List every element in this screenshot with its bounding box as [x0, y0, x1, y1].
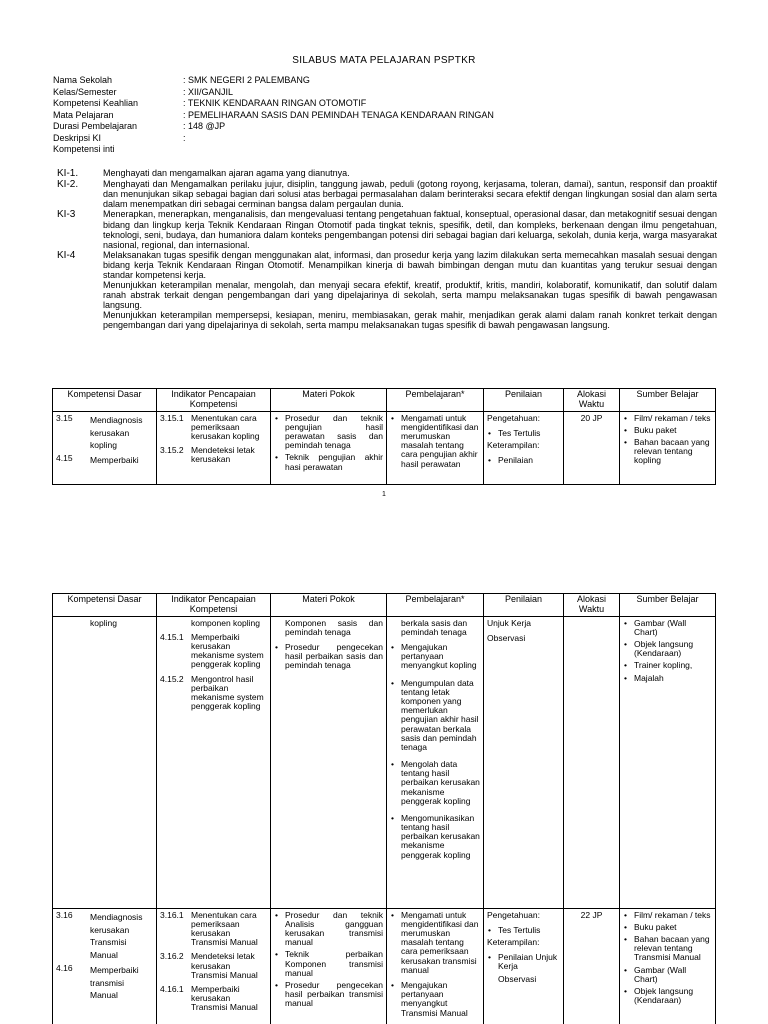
- list-item: • Mengajukan pertanyaan menyangkut Transmisi Manual: [390, 981, 480, 1018]
- cell-indikator: [157, 616, 271, 908]
- header-sumber-belajar: Sumber Belajar: [620, 389, 716, 412]
- indicator-item: 4.16.1 Memperbaiki kerusakan Transmisi Manual: [160, 983, 258, 1013]
- cell-indikator: [157, 411, 271, 484]
- identity-row: [53, 144, 713, 156]
- table-row: [53, 908, 716, 1024]
- identity-value: : SMK NEGERI 2 PALEMBANG: [183, 75, 310, 85]
- list-item: • Objek langsung (Kendaraan): [623, 987, 712, 1005]
- alokasi-value: 20 JP: [580, 412, 603, 423]
- header-indikator: Indikator Pencapaian Kompetensi: [157, 389, 271, 412]
- list-item: • Prosedur pengecekan hasil perbaikan sasis dan pemindah tenaga: [274, 643, 383, 671]
- header-sumber-belajar: Sumber Belajar: [620, 594, 716, 617]
- list-item: • Buku paket: [623, 426, 712, 435]
- list-item: • Prosedur pengecekan hasil perbaikan transmisi manual: [274, 981, 383, 1009]
- penilaian-label: Observasi: [498, 973, 537, 984]
- indicator-item: 4.15.1 Memperbaiki kerusakan mekanisme system penggerak kopling: [160, 631, 264, 670]
- cell-sumber-belajar: [620, 908, 716, 1024]
- cell-materi-pokok: [271, 411, 387, 484]
- identity-block: [53, 75, 713, 156]
- cell-sumber-belajar: [620, 411, 716, 484]
- ki-text: Melaksanakan tugas spesifik dengan menggunakan alat, informasi, dan prosedur kerja yang lazim dilakukan serta memecahkan masalah sesuai dengan bidang kerja Teknik Kendaraan Ringan Otomotif. Menampilkan kinerja di bawah bimbingan dengan mutu dan kuantitas yang terukur sesuai dengan standar kompetensi kerja.: [103, 249, 717, 280]
- indicator-item: 3.16.2 Mendeteksi letak kerusakan Transmisi Manual: [160, 951, 258, 980]
- indicator-item: 3.16.1 Menentukan cara pemeriksaan kerusakan Transmisi Manual: [160, 910, 258, 948]
- list-item: • Film/ rekaman / teks: [623, 414, 712, 423]
- kompetensi-inti-block: [57, 168, 717, 330]
- cell-kompetensi-dasar: [53, 411, 157, 484]
- cell-materi-pokok: [271, 908, 387, 1024]
- document-page-1: [0, 0, 768, 505]
- identity-label: Kompetensi Keahlian: [53, 98, 139, 108]
- kd-text: kopling: [90, 617, 117, 628]
- kd-item: 3.16 Mendiagnosis kerusakan Transmisi Manual: [56, 910, 143, 961]
- cell-indikator: [157, 908, 271, 1024]
- list-item: • Trainer kopling,: [623, 661, 712, 670]
- identity-row: [53, 110, 713, 122]
- ki-code: KI-1.: [57, 168, 79, 179]
- table-header-row: [53, 594, 716, 617]
- list-item: • Penilaian Unjuk Kerja: [487, 953, 560, 971]
- list-item: • Bahan bacaan yang relevan tentang Transmisi Manual: [623, 935, 712, 963]
- list-item: • Mengamati untuk mengidentifikasi dan merumuskan masalah tentang cara pengujian akhir hasil perawatan: [390, 414, 480, 469]
- identity-value: : TEKNIK KENDARAAN RINGAN OTOMOTIF: [183, 98, 367, 108]
- identity-label: Durasi Pembelajaran: [53, 121, 138, 131]
- header-kompetensi-dasar: Kompetensi Dasar: [53, 389, 157, 412]
- document-page-2: [0, 593, 768, 1024]
- identity-value: : 148 @JP: [183, 121, 226, 131]
- cell-penilaian: [484, 908, 564, 1024]
- cell-alokasi-waktu: [564, 411, 620, 484]
- list-item: • Bahan bacaan yang relevan tentang kopling: [623, 438, 712, 466]
- ki-text: Menunjukkan keterampilan menalar, mengolah, dan menyaji secara efektif, kreatif, produktif, kritis, mandiri, kolaboratif, komunikatif, dan solutif dalam ranah abstrak terkait dengan pengembangan dari yang dipelajarinya di sekolah, serta mampu melaksanakan tugas spesifik di bawah pengawasan langsung.: [103, 279, 717, 311]
- list-item: • Film/ rekaman / teks: [623, 911, 712, 920]
- ki-text: Menghayati dan Mengamalkan perilaku jujur, disiplin, tanggung jawab, peduli (gotong royong, kerjasama, toleran, damai), santun, responsif dan proaktif dan menunjukan sikap sebagai bagian dari solusi atas berbagai permasalahan dalam berinteraksi secara efektif dengan lingkungan sosial dan alam serta dalam menempatkan diri sebagai cerminan bangsa dalam pergaulan dunia.: [103, 179, 717, 210]
- identity-label: Mata Pelajaran: [53, 109, 114, 120]
- penilaian-label: Keterampilan:: [487, 440, 540, 451]
- table-row: [53, 411, 716, 484]
- list-item: • Teknik pengujian akhir hasi perawatan: [274, 453, 383, 471]
- identity-label: Kelas/Semester: [53, 86, 117, 97]
- pembelajaran-text: berkala sasis dan pemindah tenaga: [401, 617, 468, 637]
- cell-penilaian: [484, 616, 564, 908]
- identity-row: [53, 98, 713, 110]
- penilaian-label: Pengetahuan:: [487, 413, 540, 423]
- identity-row: [53, 75, 713, 87]
- header-penilaian: Penilaian: [484, 389, 564, 412]
- materi-text: Komponen sasis dan pemindah tenaga: [285, 617, 383, 637]
- page-gap: [0, 505, 768, 593]
- identity-value: :: [183, 132, 186, 143]
- page-number: 1: [382, 491, 386, 498]
- penilaian-label: Unjuk Kerja: [487, 617, 531, 628]
- alokasi-value: 22 JP: [580, 909, 603, 920]
- ki-item: [57, 250, 717, 331]
- list-item: • Mengomunikasikan tentang hasil perbaikan kerusakan mekanisme penggerak kopling: [390, 814, 480, 860]
- list-item: • Tes Tertulis: [487, 429, 560, 438]
- list-item: • Buku paket: [623, 923, 712, 932]
- identity-label: Kompetensi inti: [53, 144, 115, 154]
- cell-kompetensi-dasar: [53, 908, 157, 1024]
- identity-label: Deskripsi KI: [53, 132, 102, 143]
- cell-sumber-belajar: [620, 616, 716, 908]
- list-item: • Prosedur dan teknik pengujian hasil perawatan sasis dan pemindah tenaga: [274, 414, 383, 451]
- list-item: • Gambar (Wall Chart): [623, 619, 712, 637]
- penilaian-label: Keterampilan:: [487, 937, 540, 948]
- indicator-item: 4.15.2 Mengontrol hasil perbaikan mekanisme system penggerak kopling: [160, 673, 264, 712]
- header-pembelajaran: Pembelajaran*: [387, 594, 484, 617]
- list-item: • Objek langsung (Kendaraan): [623, 640, 712, 658]
- cell-alokasi-waktu: [564, 908, 620, 1024]
- identity-row: [53, 87, 713, 99]
- identity-value: : XII/GANJIL: [183, 86, 234, 97]
- penilaian-label: Pengetahuan:: [487, 910, 540, 920]
- list-item: • Majalah: [623, 674, 712, 683]
- identity-value: [183, 144, 713, 156]
- cell-penilaian: [484, 411, 564, 484]
- header-alokasi-waktu: Alokasi Waktu: [564, 594, 620, 617]
- identity-row: [53, 133, 713, 145]
- header-materi-pokok: Materi Pokok: [271, 389, 387, 412]
- list-item: • Tes Tertulis: [487, 926, 560, 935]
- syllabus-table-page-2: [52, 593, 716, 1024]
- list-item: • Teknik perbaikan Komponen transmisi manual: [274, 950, 383, 978]
- ki-text: Menunjukkan keterampilan mempersepsi, kesiapan, meniru, membiasakan, gerak mahir, menjadikan gerak alami dalam ranah konkret terkait dengan pengembangan dari yang dipelajarinya di sekolah, serta mampu melaksanakan tugas spesifik di bawah pengawasan langsung.: [103, 310, 717, 331]
- list-item: • Mengajukan pertanyaan menyangkut kopling: [390, 643, 480, 671]
- indicator-item: komponen kopling: [191, 617, 260, 628]
- list-item: • Gambar (Wall Chart): [623, 966, 712, 984]
- kd-item: 4.16 Memperbaiki transmisi Manual: [56, 962, 139, 1001]
- ki-item: [57, 179, 717, 209]
- ki-code: KI-3: [57, 209, 76, 221]
- table-row: [53, 616, 716, 908]
- header-pembelajaran: Pembelajaran*: [387, 389, 484, 412]
- ki-item: [57, 168, 717, 179]
- cell-pembelajaran: [387, 411, 484, 484]
- header-penilaian: Penilaian: [484, 594, 564, 617]
- document-title: SILABUS MATA PELAJARAN PSPTKR: [292, 55, 476, 66]
- list-item: • Mengolah data tentang hasil perbaikan kerusakan mekanisme penggerak kopling: [390, 760, 480, 806]
- list-item: • Penilaian: [487, 456, 560, 465]
- cell-kompetensi-dasar: [53, 616, 157, 908]
- kd-item: 3.15 Mendiagnosis kerusakan kopling: [56, 413, 143, 451]
- header-materi-pokok: Materi Pokok: [271, 594, 387, 617]
- list-item: • Mengumpulan data tentang letak komponen yang memerlukan pengujian akhir hasil perawatan berkala sasis dan pemindah tenaga: [390, 679, 480, 752]
- penilaian-label: Observasi: [487, 632, 526, 643]
- kd-item: 4.15 Memperbaiki: [56, 453, 139, 466]
- ki-text: Menghayati dan mengamalkan ajaran agama yang dianutnya.: [103, 168, 350, 178]
- identity-row: [53, 121, 713, 133]
- cell-alokasi-waktu: [564, 616, 620, 908]
- identity-label: Nama Sekolah: [53, 75, 113, 85]
- header-indikator: Indikator Pencapaian Kompetensi: [157, 594, 271, 617]
- identity-value: : PEMELIHARAAN SASIS DAN PEMINDAH TENAGA KENDARAAN RINGAN: [183, 109, 494, 120]
- header-alokasi-waktu: Alokasi Waktu: [564, 389, 620, 412]
- list-item: • Prosedur dan teknik Analisis gangguan kerusakan transmisi manual: [274, 911, 383, 948]
- ki-code: KI-4: [57, 249, 76, 261]
- table-header-row: [53, 389, 716, 412]
- ki-code: KI-2.: [57, 179, 79, 191]
- ki-text: Menerapkan, menerapkan, menganalisis, dan mengevaluasi tentang pengetahuan faktual, konseptual, operasional dasar, dan metakognitif sesuai dengan bidang dan lingkup kerja Teknik Kendaraan Ringan Otomotif pada tingkat teknis, spesifik, detil, dan kompleks, berkenaan dengan ilmu pengetahuan, teknologi, seni, budaya, dan humaniora dalam konteks pengembangan potensi diri sebagai bagian dari keluarga, sekolah, dunia kerja, warga masyarakat nasional, regional, dan internasional.: [103, 209, 717, 250]
- cell-materi-pokok: [271, 616, 387, 908]
- syllabus-table-page-1: [52, 388, 716, 485]
- ki-item: [57, 209, 717, 249]
- header-kompetensi-dasar: Kompetensi Dasar: [53, 594, 157, 617]
- indicator-item: 3.15.2 Mendeteksi letak kerusakan: [160, 445, 255, 465]
- list-item: • Mengamati untuk mengidentifikasi dan merumuskan masalah tentang cara pemeriksaan kerusakan transmisi manual: [390, 911, 480, 975]
- indicator-item: 3.15.1 Menentukan cara pemeriksaan kerusakan kopling: [160, 413, 260, 442]
- cell-pembelajaran: [387, 908, 484, 1024]
- cell-pembelajaran: [387, 616, 484, 908]
